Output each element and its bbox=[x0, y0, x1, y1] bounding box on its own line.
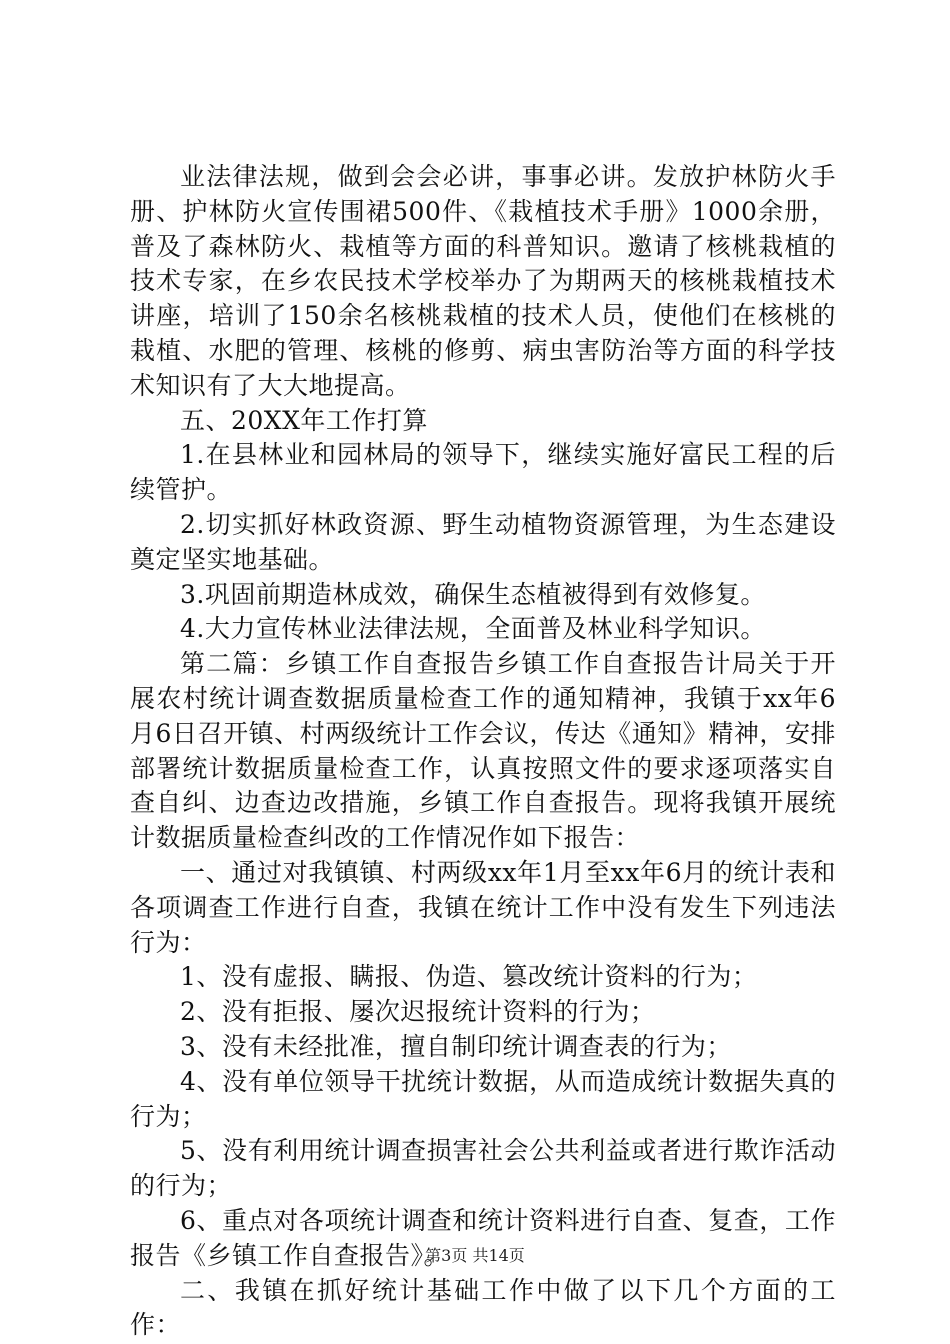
list-item: 6、重点对各项统计调查和统计资料进行自查、复查，工作报告《乡镇工作自查报告》。 bbox=[130, 1205, 836, 1270]
list-item: 1、没有虚报、瞒报、伪造、篡改统计资料的行为； bbox=[180, 962, 758, 992]
list-item: 5、没有利用统计调查损害社会公共利益或者进行欺诈活动的行为； bbox=[130, 1136, 836, 1201]
list-item: 2、没有拒报、屡次迟报统计资料的行为； bbox=[180, 997, 656, 1027]
paragraph: 第二篇：乡镇工作自查报告乡镇工作自查报告计局关于开展农村统计调查数据质量检查工作的通知精神，我镇于xx年6月6日召开镇、村两级统计工作会议，传达《通知》精神，安排部署统计数据质量检查工作，认真按照文件的要求逐项落实自查自纠、边查边改措施，乡镇工作自查报告。现将我镇开展统计数据质量检查纠改的工作情况作如下报告： bbox=[130, 649, 836, 853]
list-item: 2.切实抓好林政资源、野生动植物资源管理，为生态建设奠定坚实地基础。 bbox=[130, 509, 836, 574]
paragraph: 一、通过对我镇镇、村两级xx年1月至xx年6月的统计表和各项调查工作进行自查，我镇在统计工作中没有发生下列违法行为： bbox=[130, 857, 836, 957]
list-item: 1.在县林业和园林局的领导下，继续实施好富民工程的后续管护。 bbox=[130, 440, 836, 505]
page-footer: 第3页 共14页 bbox=[425, 1246, 525, 1265]
document-body bbox=[130, 160, 836, 1343]
paragraph: 业法律法规，做到会会必讲，事事必讲。发放护林防火手册、护林防火宣传围裙500件、《栽植技术手册》1000余册，普及了森林防火、栽植等方面的科普知识。邀请了核桃栽植的技术专家，在乡农民技术学校举办了为期两天的核桃栽植技术讲座，培训了150余名核桃栽植的技术人员，使他们在核桃的栽植、水肥的管理、核桃的修剪、病虫害防治等方面的科学技术知识有了大大地提高。 bbox=[130, 162, 836, 400]
list-item: 4.大力宣传林业法律法规，全面普及林业科学知识。 bbox=[180, 614, 766, 644]
list-item: 3、没有未经批准，擅自制印统计调查表的行为； bbox=[180, 1031, 732, 1061]
list-item: 4、没有单位领导干扰统计数据，从而造成统计数据失真的行为； bbox=[130, 1066, 836, 1131]
paragraph: 二、我镇在抓好统计基础工作中做了以下几个方面的工作： bbox=[130, 1275, 836, 1340]
list-item: 3.巩固前期造林成效，确保生态植被得到有效修复。 bbox=[180, 579, 766, 609]
section-heading: 五、20XX年工作打算 bbox=[180, 405, 428, 435]
